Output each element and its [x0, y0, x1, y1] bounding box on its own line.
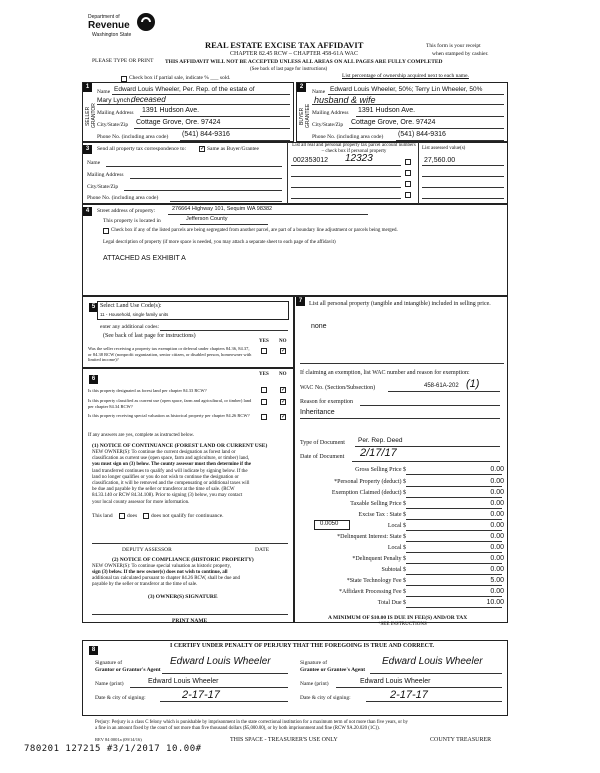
fee-excise-state-value[interactable]: 0.00 [490, 511, 504, 518]
fee-delinquent-penalty-label: *Delinquent Penalty $ [352, 556, 406, 562]
fee-personal-value[interactable]: 0.00 [490, 478, 504, 485]
fee-subtotal-label: Subtotal $ [381, 567, 406, 573]
s6-q3-no[interactable]: ✓ [281, 414, 287, 420]
s6-p1-line-g: be due and payable by the seller or transferor at the time of sale. (RCW [92, 487, 235, 493]
fee-gross-label: Gross Selling Price $ [355, 467, 406, 473]
s6-p1-line-d: land transferred continues to qualify and will indicate by signing below. If the [92, 468, 248, 474]
buyer-mailing-value[interactable]: 1391 Hudson Ave. [358, 107, 416, 114]
see-instructions-note: *SEE INSTRUCTIONS [378, 622, 427, 627]
section-4-number: 4 [83, 207, 92, 216]
segregated-label: Check box if any of the listed parcels are being segregated from another parcel, are part of a boundary line adjustment or parcels being merged. [111, 228, 398, 233]
land-does-label: does [127, 513, 138, 519]
grantor-date-label: Date & city of signing: [95, 695, 146, 701]
seller-name-handwritten: deceased [131, 95, 166, 104]
s6-p1-line-a: NEW OWNER(S): To continue the current designation as forest land or [92, 450, 236, 455]
certify-statement: I CERTIFY UNDER PENALTY OF PERJURY THAT THE FOREGOING IS TRUE AND CORRECT. [170, 643, 435, 649]
s3-phone-label: Phone No. (including area code) [87, 195, 159, 201]
additional-codes-label: enter any additional codes: [100, 324, 160, 330]
buyer-city-label: City/State/Zip [312, 122, 344, 128]
personal-property-checkbox-1[interactable] [405, 159, 411, 165]
legal-description-label: Legal description of property (if more space is needed, you may attach a separate sheet to each page of the affidavit) [103, 240, 336, 245]
fee-personal-label: *Personal Property (deduct) $ [334, 479, 406, 485]
fee-delinquent-interest-local-label: Local $ [387, 545, 406, 551]
grantee-name-value[interactable]: Edward Louis Wheeler [360, 678, 431, 685]
s6-paragraph-2 [92, 564, 292, 588]
fee-subtotal-value[interactable]: 0.00 [490, 566, 504, 573]
s6-p1-line-b: classification as current use (open space, farm and agriculture, or timber) land, [92, 456, 250, 462]
fee-delinquent-interest-state-label: *Delinquent Interest: State $ [337, 534, 406, 540]
doc-type-label: Type of Document [300, 440, 345, 446]
receipt-note-1: This form is your receipt [426, 43, 481, 49]
deputy-date-label: DATE [255, 547, 270, 553]
buyer-city-value[interactable]: Cottage Grove, Ore. 97424 [351, 119, 436, 126]
s6-p1-line-e: land no longer qualifies or you do not wish to continue the designation or [92, 474, 239, 480]
fee-affidavit-label: *Affidavit Processing Fee $ [338, 589, 406, 595]
s6-q1: Is this property designated as forest land per chapter 84.33 RCW? [88, 388, 207, 393]
section-5-number: 5 [89, 303, 98, 312]
fee-taxable-value[interactable]: 0.00 [490, 500, 504, 507]
fee-excise-local-label: Local $ [387, 523, 406, 529]
doc-date-label: Date of Document [300, 454, 345, 460]
wac-intro: If claiming an exemption, list WAC number and reason for exemption: [300, 370, 470, 376]
legal-description-value[interactable]: ATTACHED AS EXHIBIT A [103, 255, 186, 262]
fee-exemption-value[interactable]: 0.00 [490, 489, 504, 496]
fee-total-value[interactable]: 10.00 [486, 599, 504, 606]
s6-q2-yes[interactable] [261, 399, 267, 405]
buyer-phone-value[interactable]: (541) 844-9316 [398, 131, 446, 138]
grantee-name-label: Name (print) [300, 681, 329, 687]
reason-label: Reason for exemption [300, 399, 353, 405]
land-does-checkbox[interactable] [119, 513, 125, 519]
owner-signature-label: (3) OWNER(S) SIGNATURE [148, 594, 218, 600]
land-does-not-label: does not qualify for continuance. [151, 513, 224, 519]
grantor-signature[interactable]: Edward Louis Wheeler [170, 656, 271, 667]
doc-type-value[interactable]: Per. Rep. Deed [358, 437, 403, 444]
s5-yes-checkbox[interactable] [261, 348, 267, 354]
s6-no-header: NO [279, 372, 287, 377]
fee-technology-label: *State Technology Fee $ [346, 578, 406, 584]
section-3-number: 3 [83, 145, 92, 154]
local-rate-value[interactable]: 0.0050 [320, 521, 339, 527]
cashier-stamp: 780201 127215 #3/1/2017 10.00# [24, 744, 202, 754]
s6-yes-header: YES [259, 372, 269, 377]
grantee-sig-label-1: Signature of [300, 660, 328, 666]
buyer-side-label: BUYER GRANTEE [299, 103, 311, 129]
fee-delinquent-interest-local-value[interactable]: 0.00 [490, 544, 504, 551]
s6-q2: Is this property classified as current use (open space, farm and agricultural, or timber) land per chapter 84.34 RCW? [88, 398, 252, 409]
section-7-number: 7 [296, 297, 305, 306]
s6-q3-yes[interactable] [261, 414, 267, 420]
personal-property-label: List all personal property (tangible and intangible) included in selling price. [309, 301, 491, 307]
personal-property-value[interactable]: none [311, 323, 327, 330]
print-name-label: PRINT NAME [172, 618, 208, 624]
perjury-line-1: Perjury: Perjury is a class C felony which is punishable by imprisonment in the state correctional institution for a maximum term of not more than five years, or by [95, 720, 408, 725]
buyer-phone-label: Phone No. (including area code) [312, 134, 384, 140]
minimum-fee-note: A MINIMUM OF $10.00 IS DUE IN FEE(S) AND/OR TAX [328, 615, 468, 621]
seller-mailing-label: Mailing Address [97, 110, 134, 116]
parcel-number-1[interactable]: 002353012 [293, 157, 329, 164]
fee-gross-value[interactable]: 0.00 [490, 466, 504, 473]
fee-delinquent-interest-state-value[interactable]: 0.00 [490, 533, 504, 540]
seller-city-label: City/State/Zip [97, 122, 129, 128]
s6-instructions: If any answers are yes, complete as instructed below. [88, 433, 195, 438]
street-value[interactable]: 276664 Highway 101, Sequim WA 98382 [172, 206, 273, 212]
wac-handwritten: (1) [466, 378, 480, 390]
form-title: REAL ESTATE EXCISE TAX AFFIDAVIT [205, 40, 364, 50]
s6-q3: Is this property receiving special valuation as historical property per chapter 84.26 RCW? [88, 413, 250, 418]
exemption-question: Was the seller receiving a property tax exemption or deferral under chapters 84.36, 84.37, or 84.38 RCW (nonprofit organization, senior citizen, or disabled person, homeowner with limited income)? [88, 346, 252, 362]
s6-heading-2: (2) NOTICE OF COMPLIANCE (HISTORIC PROPERTY) [112, 557, 254, 563]
land-does-not-checkbox[interactable] [143, 513, 149, 519]
s6-p1-line-f: classification, it will be removed and the compensating or additional taxes will [92, 481, 250, 487]
s3-name-label: Name [87, 160, 101, 166]
revision-code: REV 84 0001a (09/14/16) [95, 737, 142, 742]
s6-paragraph-1 [92, 450, 292, 506]
grantor-date-value[interactable]: 2-17-17 [182, 689, 220, 701]
s3-city-label: City/State/Zip [87, 184, 119, 190]
treasurer-space-label: THIS SPACE - TREASURER'S USE ONLY [230, 737, 338, 743]
revenue-logo-icon [136, 12, 156, 32]
land-use-value[interactable]: 11 - Household, single family units [100, 312, 169, 317]
s6-heading-1: (1) NOTICE OF CONTINUANCE (FOREST LAND OR CURRENT USE) [92, 443, 268, 449]
parcel-header: List all real and personal property tax parcel account numbers – check box if personal property [292, 143, 416, 154]
send-correspondence-label: Send all property tax correspondence to: [97, 146, 187, 152]
land-use-label: Select Land Use Code(s): [100, 303, 162, 309]
buyer-name-handwritten: husband & wife [314, 95, 376, 105]
s6-p1-line-c: you must sign on (3) below. The county assessor must then determine if the [92, 462, 251, 468]
s5-see-back: (See back of last page for instructions) [103, 333, 196, 339]
buyer-name-label: Name [312, 89, 326, 95]
fee-technology-value[interactable]: 5.00 [490, 577, 504, 584]
s6-p2-line-a: NEW OWNER(S): To continue special valuation as historic property, [92, 564, 231, 569]
fee-affidavit-value[interactable]: 0.00 [490, 588, 504, 595]
s6-p2-line-c: additional tax calculated pursuant to chapter 84.26 RCW, shall be due and [92, 576, 240, 581]
s6-q1-yes[interactable] [261, 387, 267, 393]
dept-line3: Washington State [92, 32, 132, 38]
seller-city-value[interactable]: Cottage Grove, Ore. 97424 [136, 119, 221, 126]
reason-value[interactable]: Inheritance [300, 409, 335, 416]
section-1-number: 1 [83, 83, 92, 92]
personal-property-checkbox-3[interactable] [405, 181, 411, 187]
parcel-number-handwritten: 12323 [345, 153, 373, 164]
located-label: This property is located in [103, 218, 161, 224]
grantor-sig-label-1: Signature of [95, 660, 123, 666]
grantee-sig-label-2: Grantee or Grantee's Agent [300, 667, 366, 673]
dept-line2: Revenue [88, 20, 130, 31]
seller-phone-label: Phone No. (including area code) [97, 134, 169, 140]
section-8-number: 8 [89, 646, 98, 655]
doc-date-value[interactable]: 2/17/17 [360, 447, 397, 459]
grantee-date-value[interactable]: 2-17-17 [390, 689, 428, 701]
fee-exemption-label: Exemption Claimed (deduct) $ [331, 490, 406, 496]
section-6-number: 6 [89, 375, 98, 384]
fee-taxable-label: Taxable Selling Price $ [350, 501, 406, 507]
seller-name-value[interactable]: Edward Louis Wheeler, Per. Rep. of the estate of [114, 86, 255, 93]
section-2-number: 2 [297, 83, 306, 92]
s6-q1-no[interactable]: ✓ [281, 387, 287, 393]
grantor-name-value[interactable]: Edward Louis Wheeler [148, 678, 219, 685]
please-type: PLEASE TYPE OR PRINT [92, 58, 154, 64]
personal-property-checkbox-2[interactable] [405, 170, 411, 176]
s5-no-checkbox[interactable]: ✓ [281, 348, 287, 354]
seller-name-label: Name [97, 89, 111, 95]
s6-p2-line-b: sign (3) below. If the new owner(s) does not wish to continue, all [92, 570, 228, 575]
form-subtitle: CHAPTER 82.45 RCW – CHAPTER 458-61A WAC [230, 51, 358, 57]
ownership-note: List percentage of ownership acquired next to each name. [342, 73, 469, 79]
wac-value[interactable]: 458-61A-202 [424, 383, 459, 389]
buyer-mailing-label: Mailing Address [312, 110, 349, 116]
s6-p1-line-h: 84.33.140 or RCW 84.34.108). Prior to signing (3) below, you may contact [92, 493, 243, 499]
s5-yes-header: YES [259, 339, 269, 344]
street-label: Street address of property: [97, 208, 156, 214]
segregated-checkbox[interactable] [103, 228, 109, 234]
receipt-note-2: when stamped by cashier. [432, 51, 489, 57]
grantor-sig-label-2: Grantor or Grantor's Agent [95, 667, 161, 673]
deputy-assessor-label: DEPUTY ASSESSOR [122, 547, 172, 553]
grantor-name-label: Name (print) [95, 681, 124, 687]
grantee-date-label: Date & city of signing: [300, 695, 351, 701]
seller-mailing-value[interactable]: 1391 Hudson Ave. [142, 107, 200, 114]
s6-p1-line-i: your local county assessor for more information. [92, 499, 190, 505]
fee-delinquent-penalty-value[interactable]: 0.00 [490, 555, 504, 562]
fee-total-label: Total Due $ [377, 600, 406, 606]
county-treasurer-label: COUNTY TREASURER [430, 737, 492, 743]
assessed-header: List assessed value(s) [422, 146, 466, 151]
seller-phone-value[interactable]: (541) 844-9316 [182, 131, 230, 138]
partial-sale-label: Check box if partial sale, indicate % ___ sold. [129, 75, 231, 81]
dept-line1: Department of [88, 14, 120, 20]
form-warning: THIS AFFIDAVIT WILL NOT BE ACCEPTED UNLESS ALL AREAS ON ALL PAGES ARE FULLY COMPLETED [165, 59, 443, 65]
section-8-box [82, 640, 508, 716]
fee-excise-state-label: Excise Tax : State $ [358, 512, 406, 518]
department-logo [88, 12, 158, 48]
grantee-signature[interactable]: Edward Louis Wheeler [382, 656, 483, 667]
see-back-note: (See back of last page for instructions) [250, 67, 328, 72]
same-as-buyer-label: Same as Buyer/Grantee [207, 146, 259, 152]
fee-excise-local-value[interactable]: 0.00 [490, 522, 504, 529]
located-value[interactable]: Jefferson County [186, 216, 228, 222]
s5-no-header: NO [279, 339, 287, 344]
s6-q2-no[interactable]: ✓ [281, 399, 287, 405]
same-as-buyer-checkbox[interactable]: ✓ [200, 146, 206, 152]
seller-side-label: SELLER GRANTOR [85, 103, 97, 129]
this-land-label: This land [92, 513, 113, 519]
perjury-notice [95, 720, 507, 732]
assessed-value-1[interactable]: 27,560.00 [424, 157, 456, 164]
perjury-line-2: a fine in an amount fixed by the court of not more than five thousand dollars ($5,000.00), or by both imprisonment and fine (RCW 9A.20.020 (1C)). [95, 726, 380, 731]
personal-property-checkbox-4[interactable] [405, 192, 411, 198]
buyer-name-value[interactable]: Edward Louis Wheeler, 50%; Terry Lin Wheeler, 50% [330, 86, 483, 93]
s6-p2-line-d: payable by the seller or transferor at the time of sale. [92, 582, 198, 587]
s3-mailing-label: Mailing Address [87, 172, 124, 178]
wac-label: WAC No. (Section/Subsection) [300, 385, 376, 391]
seller-name-value-2[interactable]: Mary Lynch, [97, 97, 133, 104]
